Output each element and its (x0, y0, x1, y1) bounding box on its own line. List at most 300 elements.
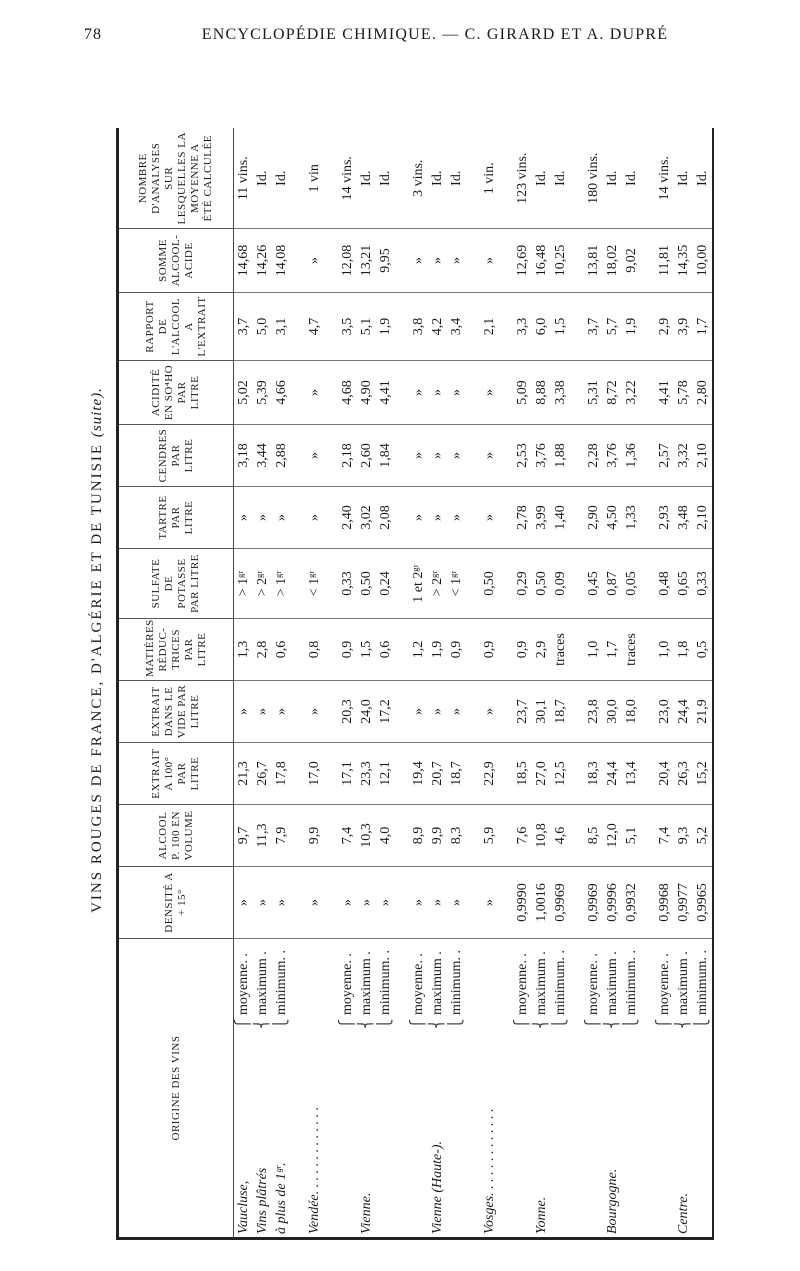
table-cell: » (272, 867, 291, 939)
table-row (655, 129, 674, 1239)
spacer-row (395, 129, 409, 1239)
spacer-cell (570, 549, 584, 619)
spacer-cell (570, 939, 584, 1239)
spacer-cell (499, 681, 513, 743)
table-cell: 1 vin. (480, 129, 499, 229)
spacer-row (570, 129, 584, 1239)
column-header: EXTRAIT DANS LE VIDE PAR LITRE (118, 681, 234, 743)
table-cell: 9,7 (234, 805, 254, 867)
table-cell: 3,7 (234, 293, 254, 361)
table-cell: 7,4 (338, 805, 357, 867)
table-cell: Id. (428, 129, 447, 229)
table-cell: 30,0 (603, 681, 622, 743)
table-cell: 0,24 (376, 549, 395, 619)
table-cell: » (272, 681, 291, 743)
spacer-cell (395, 939, 409, 1239)
table-cell: 26,7 (253, 743, 272, 805)
table-cell: 5,09 (513, 361, 532, 425)
table-cell: 0,05 (622, 549, 641, 619)
table-cell: 12,0 (603, 805, 622, 867)
table-cell: 5,78 (674, 361, 693, 425)
origin-cell (693, 939, 713, 1239)
spacer-cell (466, 939, 480, 1239)
table-cell: » (305, 681, 324, 743)
table-cell: 13,81 (584, 229, 603, 293)
table-cell: 4,68 (338, 361, 357, 425)
table-cell: 0,9969 (584, 867, 603, 939)
spacer-cell (395, 425, 409, 487)
brace-glyph: ⎧ (236, 1018, 251, 1029)
table-cell: 3,3 (513, 293, 532, 361)
spacer-cell (466, 425, 480, 487)
table-row (513, 129, 532, 1239)
spacer-row (641, 129, 655, 1239)
table-cell: Id. (674, 129, 693, 229)
spacer-cell (324, 743, 338, 805)
origin-stat: moyenne. . (236, 953, 251, 1015)
table-cell: Id. (603, 129, 622, 229)
table-cell: 2,9 (532, 619, 551, 681)
table-cell: 3,48 (674, 487, 693, 549)
origin-stat: maximum . (676, 951, 691, 1015)
spacer-cell (499, 293, 513, 361)
origin-cell (480, 939, 499, 1239)
table-cell: 1,3 (234, 619, 254, 681)
table-cell: » (376, 867, 395, 939)
table-cell: < 1ᵍʳ (305, 549, 324, 619)
column-header: SULFATE DE POTASSE PAR LITRE (118, 549, 234, 619)
table-cell: 1,36 (622, 425, 641, 487)
table-cell: 0,9990 (513, 867, 532, 939)
spacer-cell (291, 229, 305, 293)
table-cell: 2,08 (376, 487, 395, 549)
table-cell: » (480, 487, 499, 549)
table-cell: 3,7 (584, 293, 603, 361)
table-cell: » (253, 681, 272, 743)
brace-glyph: ⎨ (534, 1018, 549, 1029)
table-cell: 0,33 (693, 549, 713, 619)
table-cell: 2,9 (655, 293, 674, 361)
table-cell: 4,90 (357, 361, 376, 425)
table-cell: 1,84 (376, 425, 395, 487)
table-cell: » (357, 867, 376, 939)
table-cell: 1,0 (584, 619, 603, 681)
table-cell: 9,9 (305, 805, 324, 867)
column-header: DENSITÉ A + 15° (118, 867, 234, 939)
table-cell: 0,9977 (674, 867, 693, 939)
spacer-cell (499, 425, 513, 487)
table-cell: 0,09 (551, 549, 570, 619)
table-cell: 2,78 (513, 487, 532, 549)
table-cell: » (253, 487, 272, 549)
table-cell: » (428, 867, 447, 939)
column-header: CENDRES PAR LITRE (118, 425, 234, 487)
spacer-cell (499, 549, 513, 619)
spacer-cell (641, 487, 655, 549)
table-cell: » (428, 681, 447, 743)
table-cell: 21,3 (234, 743, 254, 805)
spacer-cell (466, 229, 480, 293)
table-cell: 9,02 (622, 229, 641, 293)
table-cell: 23,8 (584, 681, 603, 743)
table-cell: 10,8 (532, 805, 551, 867)
origin-stat: moyenne. . (411, 953, 426, 1015)
table-cell: 5,39 (253, 361, 272, 425)
table-row (428, 129, 447, 1239)
spacer-cell (499, 229, 513, 293)
table-cell: 18,5 (513, 743, 532, 805)
table-cell: 0,50 (480, 549, 499, 619)
table-cell: 20,4 (655, 743, 674, 805)
table-row (253, 129, 272, 1239)
table-cell: Id. (622, 129, 641, 229)
table-cell: 21,9 (693, 681, 713, 743)
table-cell: 1,9 (428, 619, 447, 681)
origin-region: Vendée. . . . . . . . . . . . . (307, 1106, 322, 1234)
brace-glyph: ⎨ (430, 1018, 445, 1029)
origin-stat: minimum. . (378, 950, 393, 1015)
spacer-cell (641, 743, 655, 805)
table-cell: » (428, 425, 447, 487)
table-cell: 23,0 (655, 681, 674, 743)
table-cell: 2,10 (693, 425, 713, 487)
table-row (622, 129, 641, 1239)
spacer-cell (395, 361, 409, 425)
spacer-cell (570, 425, 584, 487)
table-cell: 18,7 (551, 681, 570, 743)
spacer-cell (570, 129, 584, 229)
column-header: EXTRAIT A 100° PAR LITRE (118, 743, 234, 805)
table-cell: 3,4 (447, 293, 466, 361)
spacer-cell (291, 939, 305, 1239)
table-cell: » (428, 361, 447, 425)
spacer-cell (466, 805, 480, 867)
column-header: ORIGINE DES VINS (118, 939, 234, 1239)
spacer-cell (641, 549, 655, 619)
table-cell: 3,22 (622, 361, 641, 425)
spacer-cell (570, 487, 584, 549)
origin-cell (603, 939, 622, 1239)
column-header: SOMME ALCOOL-ACIDE (118, 229, 234, 293)
table-cell: 0,8 (305, 619, 324, 681)
table-row (532, 129, 551, 1239)
table-row (674, 129, 693, 1239)
table-cell: 7,6 (513, 805, 532, 867)
table-cell: 5,2 (693, 805, 713, 867)
table-cell: 1,0016 (532, 867, 551, 939)
table-cell: » (409, 229, 428, 293)
spacer-cell (466, 549, 480, 619)
table-cell: 2,1 (480, 293, 499, 361)
spacer-cell (570, 361, 584, 425)
spacer-cell (395, 129, 409, 229)
table-cell: Id. (357, 129, 376, 229)
table-cell: 2,28 (584, 425, 603, 487)
table-cell: » (409, 425, 428, 487)
table-cell: 1,2 (409, 619, 428, 681)
spacer-cell (499, 487, 513, 549)
table-cell: 15,2 (693, 743, 713, 805)
spacer-cell (324, 129, 338, 229)
table-cell: 9,95 (376, 229, 395, 293)
table-cell: 23,3 (357, 743, 376, 805)
column-header: TARTRE PAR LITRE (118, 487, 234, 549)
spacer-cell (291, 129, 305, 229)
origin-cell (655, 939, 674, 1239)
origin-cell (338, 939, 357, 1239)
table-caption (78, 60, 116, 1240)
spacer-cell (395, 805, 409, 867)
table-cell: 2,88 (272, 425, 291, 487)
table-cell: » (447, 867, 466, 939)
table-cell: » (272, 487, 291, 549)
table-row (376, 129, 395, 1239)
spacer-cell (324, 939, 338, 1239)
origin-cell (428, 939, 447, 1239)
spacer-cell (395, 743, 409, 805)
spacer-cell (641, 619, 655, 681)
spacer-cell (291, 867, 305, 939)
spacer-cell (291, 361, 305, 425)
table-cell: 12,1 (376, 743, 395, 805)
spacer-cell (466, 129, 480, 229)
spacer-cell (570, 743, 584, 805)
table-cell: » (447, 487, 466, 549)
spacer-cell (324, 867, 338, 939)
origin-region: Vienne. (359, 1192, 374, 1234)
table-cell: 0,50 (357, 549, 376, 619)
table-cell: 2,90 (584, 487, 603, 549)
table-cell: 0,9932 (622, 867, 641, 939)
table-cell: » (338, 867, 357, 939)
spacer-cell (499, 361, 513, 425)
table-cell: > 2ᵍʳ (253, 549, 272, 619)
spacer-cell (641, 867, 655, 939)
table-cell: 3,18 (234, 425, 254, 487)
origin-cell (357, 939, 376, 1239)
table-cell: 3,76 (603, 425, 622, 487)
spacer-cell (291, 293, 305, 361)
rotated-table-block (78, 60, 778, 1240)
table-cell: 20,7 (428, 743, 447, 805)
table-row (584, 129, 603, 1239)
table-body (234, 129, 714, 1239)
table-cell: 3,76 (532, 425, 551, 487)
brace-glyph: ⎩ (695, 1018, 710, 1029)
table-cell: 1,9 (622, 293, 641, 361)
origin-stat: minimum. . (553, 950, 568, 1015)
table-cell: 1,8 (674, 619, 693, 681)
origin-cell (305, 939, 324, 1239)
column-header: MATIÈRES RÉDUC-TRICES PAR LITRE (118, 619, 234, 681)
table-cell: 6,0 (532, 293, 551, 361)
spacer-row (499, 129, 513, 1239)
table-cell: 11,81 (655, 229, 674, 293)
origin-cell (674, 939, 693, 1239)
table-cell: 0,9996 (603, 867, 622, 939)
brace-glyph: ⎨ (605, 1018, 620, 1029)
table-cell: 14,26 (253, 229, 272, 293)
table-cell: 2,10 (693, 487, 713, 549)
origin-region: Vienne (Haute-). (430, 1140, 445, 1234)
table-cell: » (447, 229, 466, 293)
table-caption-title: VINS ROUGES DE FRANCE, D'ALGÉRIE ET DE TUNISIE (89, 442, 105, 913)
table-cell: 14,35 (674, 229, 693, 293)
table-cell: 4,41 (655, 361, 674, 425)
spacer-cell (291, 681, 305, 743)
table-row (693, 129, 713, 1239)
table-cell: 0,9 (338, 619, 357, 681)
brace-glyph: ⎩ (624, 1018, 639, 1029)
table-cell: 17,0 (305, 743, 324, 805)
table-cell: 11 vins. (234, 129, 254, 229)
table-cell: Id. (447, 129, 466, 229)
table-cell: 3,5 (338, 293, 357, 361)
table-cell: < 1ᵍʳ (447, 549, 466, 619)
table-cell: 5,1 (622, 805, 641, 867)
table-cell: 2,8 (253, 619, 272, 681)
table-cell: » (305, 229, 324, 293)
table-cell: 3,99 (532, 487, 551, 549)
origin-stat: maximum . (430, 951, 445, 1015)
table-cell: » (305, 867, 324, 939)
table-cell: 0,9 (447, 619, 466, 681)
brace-glyph: ⎧ (340, 1018, 355, 1029)
table-cell: 8,5 (584, 805, 603, 867)
spacer-cell (499, 867, 513, 939)
table-cell: » (480, 425, 499, 487)
table-cell: 18,0 (622, 681, 641, 743)
table-cell: 4,2 (428, 293, 447, 361)
column-header: ACIDITÉ EN SO⁴HO PAR LITRE (118, 361, 234, 425)
brace-glyph: ⎨ (676, 1018, 691, 1029)
table-cell: 19,4 (409, 743, 428, 805)
spacer-cell (466, 681, 480, 743)
table-cell: 22,9 (480, 743, 499, 805)
spacer-cell (466, 743, 480, 805)
running-title: ENCYCLOPÉDIE CHIMIQUE. — C. GIRARD ET A. DUPRÉ (201, 26, 669, 43)
table-cell: 5,02 (234, 361, 254, 425)
spacer-cell (570, 229, 584, 293)
spacer-cell (324, 681, 338, 743)
spacer-cell (499, 129, 513, 229)
table-cell: » (480, 681, 499, 743)
table-cell: 180 vins. (584, 129, 603, 229)
origin-stat: minimum. . (274, 950, 289, 1015)
table-cell: » (305, 487, 324, 549)
table-cell: 0,9969 (551, 867, 570, 939)
origin-region: Vaucluse, (236, 1180, 251, 1234)
origin-cell (234, 939, 254, 1239)
table-cell: 4,7 (305, 293, 324, 361)
table-cell: 20,3 (338, 681, 357, 743)
table-cell: 1,7 (603, 619, 622, 681)
brace-glyph: ⎧ (657, 1018, 672, 1029)
table-caption-suffix: (suite). (89, 387, 105, 438)
origin-stat: maximum . (605, 951, 620, 1015)
table-cell: 1,9 (376, 293, 395, 361)
origin-region: à plus de 1ᵍʳ. (274, 1162, 289, 1234)
table-cell: 24,4 (674, 681, 693, 743)
wine-analysis-table (116, 129, 714, 1241)
table-cell: 18,3 (584, 743, 603, 805)
table-cell: 18,02 (603, 229, 622, 293)
table-cell: 3,9 (674, 293, 693, 361)
table-cell: 14,08 (272, 229, 291, 293)
table-cell: 8,72 (603, 361, 622, 425)
table-cell: 1,5 (357, 619, 376, 681)
table-cell: » (234, 487, 254, 549)
table-cell: 1,33 (622, 487, 641, 549)
table-cell: 1 vin (305, 129, 324, 229)
spacer-cell (324, 425, 338, 487)
table-cell: 8,3 (447, 805, 466, 867)
origin-cell (409, 939, 428, 1239)
table-cell: 24,4 (603, 743, 622, 805)
origin-cell (376, 939, 395, 1239)
brace-glyph: ⎩ (274, 1018, 289, 1029)
spacer-cell (570, 867, 584, 939)
table-cell: 17,2 (376, 681, 395, 743)
table-cell: 13,4 (622, 743, 641, 805)
table-cell: 0,6 (272, 619, 291, 681)
table-cell: 14,68 (234, 229, 254, 293)
spacer-cell (324, 293, 338, 361)
spacer-cell (499, 743, 513, 805)
column-header: NOMBRE D'ANALYSES SUR LESQUELLES LA MOYENNE A ÉTÉ CALCULÉE (118, 129, 234, 229)
table-row (272, 129, 291, 1239)
origin-cell (584, 939, 603, 1239)
table-cell: 14 vins. (655, 129, 674, 229)
spacer-cell (466, 361, 480, 425)
table-cell: 4,50 (603, 487, 622, 549)
brace-glyph: ⎩ (553, 1018, 568, 1029)
origin-region: Vosges. . . . . . . . . . . . . (482, 1108, 497, 1234)
brace-glyph: ⎧ (411, 1018, 426, 1029)
table-cell: 4,6 (551, 805, 570, 867)
origin-cell (622, 939, 641, 1239)
origin-cell (551, 939, 570, 1239)
origin-stat: minimum. . (449, 950, 464, 1015)
table-cell: 17,1 (338, 743, 357, 805)
spacer-cell (395, 681, 409, 743)
table-cell: » (480, 229, 499, 293)
spacer-cell (499, 805, 513, 867)
table-cell: 17,8 (272, 743, 291, 805)
table-cell: 0,9965 (693, 867, 713, 939)
table-cell: 3 vins. (409, 129, 428, 229)
origin-stat: maximum . (534, 951, 549, 1015)
table-cell: » (305, 425, 324, 487)
table-cell: 3,44 (253, 425, 272, 487)
table-cell: 2,18 (338, 425, 357, 487)
table-cell: Id. (532, 129, 551, 229)
table-cell: » (234, 867, 254, 939)
origin-cell (532, 939, 551, 1239)
table-cell: 12,08 (338, 229, 357, 293)
table-cell: 5,31 (584, 361, 603, 425)
table-cell: 5,1 (357, 293, 376, 361)
table-cell: 10,00 (693, 229, 713, 293)
table-cell: 0,33 (338, 549, 357, 619)
origin-stat: moyenne. . (586, 953, 601, 1015)
table-cell: » (234, 681, 254, 743)
spacer-cell (324, 619, 338, 681)
spacer-cell (641, 229, 655, 293)
table-row (603, 129, 622, 1239)
table-cell: 7,4 (655, 805, 674, 867)
spacer-cell (499, 619, 513, 681)
